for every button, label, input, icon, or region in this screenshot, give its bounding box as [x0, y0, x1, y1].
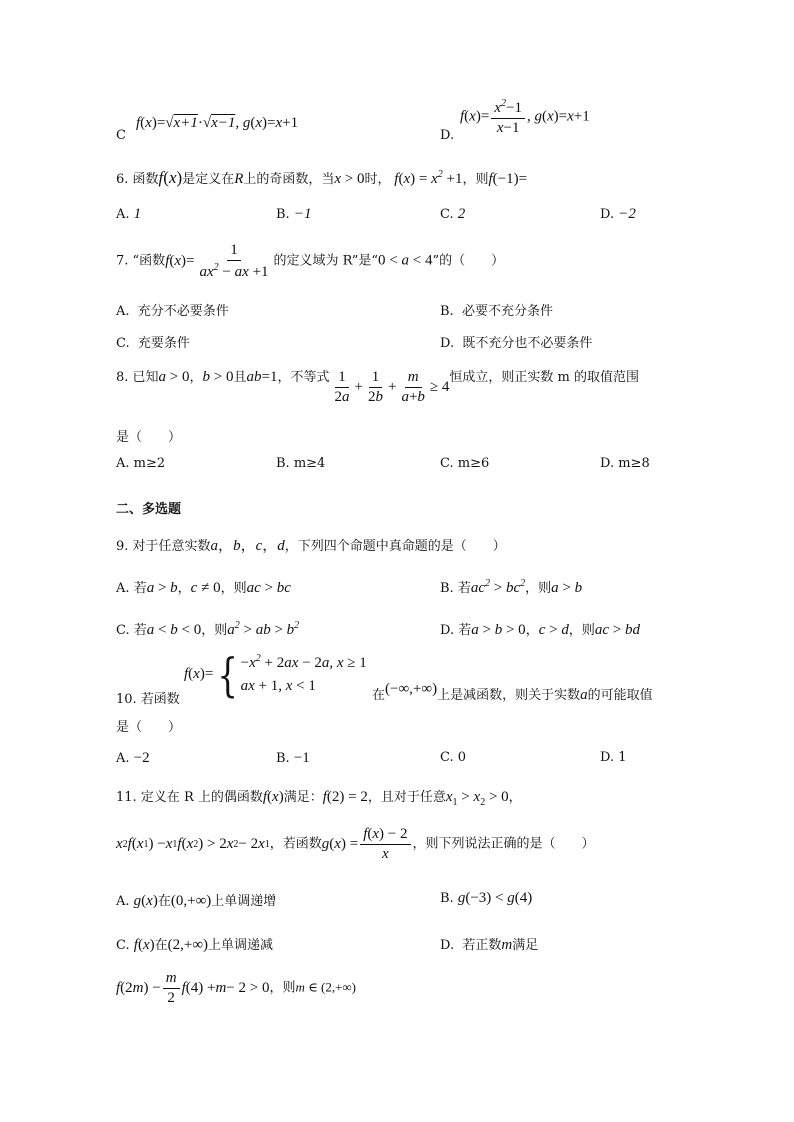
q6-r: R	[234, 171, 244, 187]
option-label: D.	[440, 623, 455, 638]
q11-text-6: ，则	[269, 980, 296, 996]
option-value: 1	[618, 750, 627, 765]
q7-option-c	[116, 332, 190, 351]
option-value: m≥6	[457, 456, 490, 471]
option-text: 必要不充分条件	[461, 304, 553, 319]
q11-text-4: ，若函数	[269, 836, 322, 852]
q6-text-3: 时，	[364, 172, 391, 187]
option-label: D.	[440, 336, 455, 351]
option-value: 0	[457, 750, 467, 765]
q10-option-d	[600, 750, 627, 765]
option-label: C.	[116, 336, 130, 351]
option-text: 若	[133, 581, 147, 596]
option-label: C.	[116, 938, 130, 953]
option-value: −1	[293, 206, 312, 222]
q10-tail: 在(−∞,+∞)上是减函数，则关于实数a的可能取值	[372, 681, 653, 703]
option-label: B.	[276, 207, 290, 222]
q5-option-d-label: D.	[440, 128, 455, 143]
q7-option-b	[440, 300, 553, 319]
option-label: C.	[440, 456, 454, 471]
q11-number: 11. 定义在 R 上的偶函数	[116, 790, 263, 805]
q11-text-3: ，	[508, 790, 522, 805]
q10-option-a	[116, 750, 150, 767]
option-text: 既不充分也不必要条件	[462, 336, 593, 351]
option-text: ，则	[220, 581, 247, 596]
q9-option-b: B. 若$ac^2 > bc^2$，则a > b	[440, 578, 583, 596]
q9-number: 9. 对于任意实数	[116, 539, 211, 554]
option-value: 1	[133, 206, 142, 222]
option-label: D.	[600, 456, 615, 471]
q10-piecewise: f ( x )= { $-x^2 + 2ax - 2a$, x ≥ 1 ax + 1, x < 1	[184, 647, 367, 702]
option-label: A.	[116, 456, 130, 471]
q6-option-a	[116, 206, 141, 223]
option-value: −2	[618, 206, 636, 222]
q10-option-b	[276, 750, 310, 767]
q10-line2: 是（ ）	[116, 720, 182, 735]
option-label: B.	[440, 304, 454, 319]
q8-option-c	[440, 456, 489, 471]
q9-option-a: A. 若a > b，c ≠ 0，则ac > bc	[116, 580, 291, 596]
question-6: 6. 函数f(x)是定义在R上的奇函数，当x > 0时， $f(x) = x^2 +1$，则f(−1)=	[116, 168, 528, 187]
option-label: B.	[440, 891, 454, 906]
q10-text: 在	[372, 688, 386, 703]
option-text: 若	[133, 623, 147, 638]
option-label: C.	[440, 207, 454, 222]
option-text: 若	[457, 581, 471, 596]
option-text: 充分不必要条件	[137, 304, 229, 319]
q7-option-d	[440, 332, 592, 351]
q5-option-c-formula: f(x)=√x+1·√x−1, g(x)=x+1	[136, 115, 299, 131]
option-label: A.	[116, 207, 130, 222]
q6-text-4: ，则	[462, 172, 489, 187]
option-label: A.	[116, 304, 130, 319]
q7-option-a	[116, 300, 229, 319]
q8-number: 8. 已知	[116, 370, 159, 385]
q10-text-2: 上是减函数，则关于实数	[437, 688, 581, 703]
option-text: 上单调递增	[211, 894, 277, 909]
q11-option-d-condition: f (2 m ) − $\frac{m}{2}$ f (4) + m − 2 > 0 ，则m ∈ (2,+∞)	[116, 970, 357, 1006]
option-text: 若正数	[462, 938, 502, 953]
q8-text-2: 且	[233, 370, 247, 385]
option-text: ，则	[201, 623, 228, 638]
option-value: 2	[457, 206, 466, 222]
option-label: A.	[116, 751, 130, 766]
q11-option-d: D. 若正数m满足	[440, 937, 539, 953]
option-label: C.	[116, 623, 130, 638]
q6-text: 是定义在	[182, 172, 235, 187]
question-11: 11. 定义在 R 上的偶函数f(x)满足：f(2) = 2，且对于任意$x_1 > x_2 > 0$，	[116, 789, 522, 808]
q8-text: ，	[189, 370, 203, 385]
q7-text-2: ”的（ ）	[432, 253, 505, 269]
q11-text-2: ，且对于任意	[367, 790, 446, 805]
q10-text-3: 的可能取值	[587, 688, 653, 703]
q8-option-a	[116, 456, 165, 471]
question-9: 9. 对于任意实数a，b，c，d，下列四个命题中真命题的是（ ）	[116, 538, 506, 554]
q9-text: ，下列四个命题中真命题的是（ ）	[284, 539, 506, 554]
q6-text-2: 上的奇函数，当	[243, 172, 335, 187]
q10-number: 10. 若函数	[116, 692, 180, 707]
option-label: B.	[276, 456, 290, 471]
q5-option-c-label: C	[116, 128, 126, 143]
option-value: −2	[133, 750, 150, 766]
q10-option-c	[440, 750, 466, 765]
option-value: m≥2	[133, 456, 166, 471]
option-text: ，	[525, 623, 539, 638]
q11-option-a: A. g(x)在(0,+∞)上单调递增	[116, 893, 277, 909]
option-text: 满足	[512, 938, 539, 953]
q7-text: 的定义域为 R”是“	[273, 253, 379, 269]
option-text: 在	[154, 938, 168, 953]
option-value: m≥8	[618, 456, 650, 471]
option-text: ，	[177, 581, 191, 596]
q8-option-b	[276, 456, 325, 471]
q11-text-5: ，则下列说法正确的是（ ）	[412, 836, 595, 852]
option-label: D.	[440, 938, 455, 953]
option-value: −1	[293, 750, 310, 766]
q11-text: 满足：	[283, 790, 323, 805]
q9-option-d: D. 若a > b > 0，c > d，则ac > bd	[440, 622, 640, 638]
question-8: 8. 已知a > 0，b > 0且ab=1，不等式 $\frac{1}{2a}$ + $\frac{1}{2b}$ + $\frac{m}{a+b}$ ≥ 4 恒成立，则正实数 m 的取值范围	[116, 369, 639, 405]
q5-option-d-formula: f(x)= $\frac{x^2-1}{x-1}$ , g(x)=x+1	[460, 98, 590, 136]
option-label: B.	[276, 751, 290, 766]
q8-text-3: ，不等式	[277, 370, 330, 385]
q8-option-d	[600, 456, 650, 471]
option-label: A.	[116, 894, 130, 909]
q7-number: 7. “函数	[116, 253, 166, 269]
q6-option-d	[600, 206, 636, 223]
q6-option-c	[440, 206, 465, 223]
option-label: D.	[600, 750, 615, 765]
option-value: m≥4	[293, 456, 326, 471]
option-text: 在	[157, 894, 171, 909]
option-label: D.	[600, 207, 615, 222]
option-text: 充要条件	[137, 336, 190, 351]
option-text: 若	[458, 623, 472, 638]
option-text: 上单调递减	[208, 938, 274, 953]
option-label: B.	[440, 581, 454, 596]
q6-number: 6. 函数	[116, 172, 159, 187]
q6-option-b	[276, 206, 311, 223]
q11-line2: x 2 f ( x 1 ) − x 1 f ( x 2 ) > 2 x 2 − 2 x 1 ，若函数g ( x ) = $\frac{f(x) - 2}{x}$ ，则下列说法正确的是（ ）	[116, 826, 595, 862]
option-text: ，则	[525, 581, 552, 596]
q8-text-4: 恒成立，则正实数 m 的取值范围	[449, 370, 639, 385]
section-heading: 二、多选题	[116, 502, 182, 517]
option-label: A.	[116, 581, 130, 596]
question-7: 7. “函数f ( x )= $\frac{1}{ax^2 - ax +1}$ 的定义域为 R”是“0 < a < 4”的（ ）	[116, 242, 505, 280]
q9-option-c: C. 若a < b < 0，则$a^2$ > ab > $b^2$	[116, 620, 300, 638]
q8-line2: 是（ ）	[116, 430, 182, 445]
option-label: C.	[440, 750, 454, 765]
q11-option-c: C. f(x)在(2,+∞)上单调递减	[116, 937, 274, 953]
q11-option-b: B. g(−3) < g(4)	[440, 890, 533, 906]
